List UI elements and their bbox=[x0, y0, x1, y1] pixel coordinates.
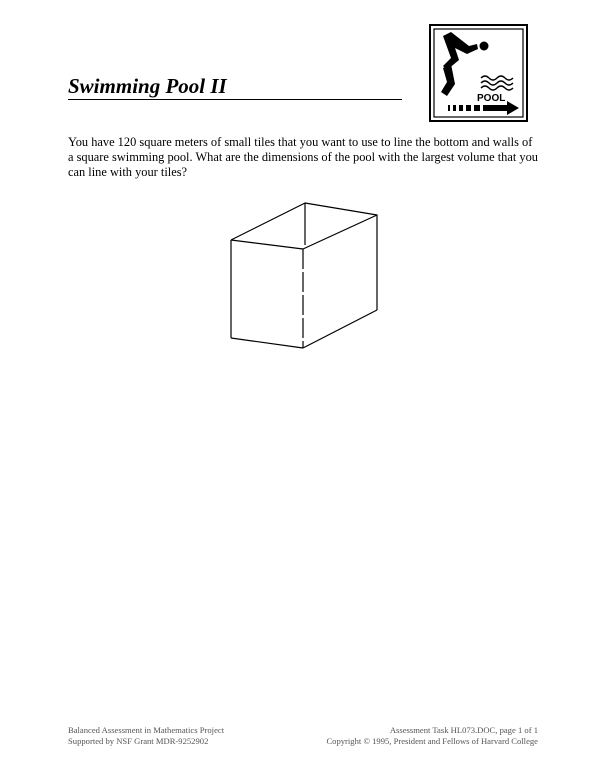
problem-text: You have 120 square meters of small tiles that you want to use to line the bottom and walls of a square swimming pool. What are the dimensions of the pool with the largest volume that you can line with your tiles? bbox=[68, 135, 538, 180]
footer-task: Assessment Task HL073.DOC, page 1 of 1 bbox=[389, 725, 538, 735]
title-area bbox=[68, 74, 402, 100]
footer-project: Balanced Assessment in Mathematics Project bbox=[68, 725, 225, 735]
diver-pool-icon bbox=[429, 24, 528, 122]
footer-right bbox=[326, 725, 538, 747]
pool-label: POOL bbox=[477, 93, 506, 104]
footer-copyright: Copyright © 1995, President and Fellows of Harvard College bbox=[326, 736, 538, 746]
footer-grant: Supported by NSF Grant MDR-9252902 bbox=[68, 736, 209, 746]
open-box-drawing bbox=[225, 198, 385, 358]
footer-left bbox=[68, 725, 224, 747]
page-title: Swimming Pool II bbox=[68, 74, 402, 100]
